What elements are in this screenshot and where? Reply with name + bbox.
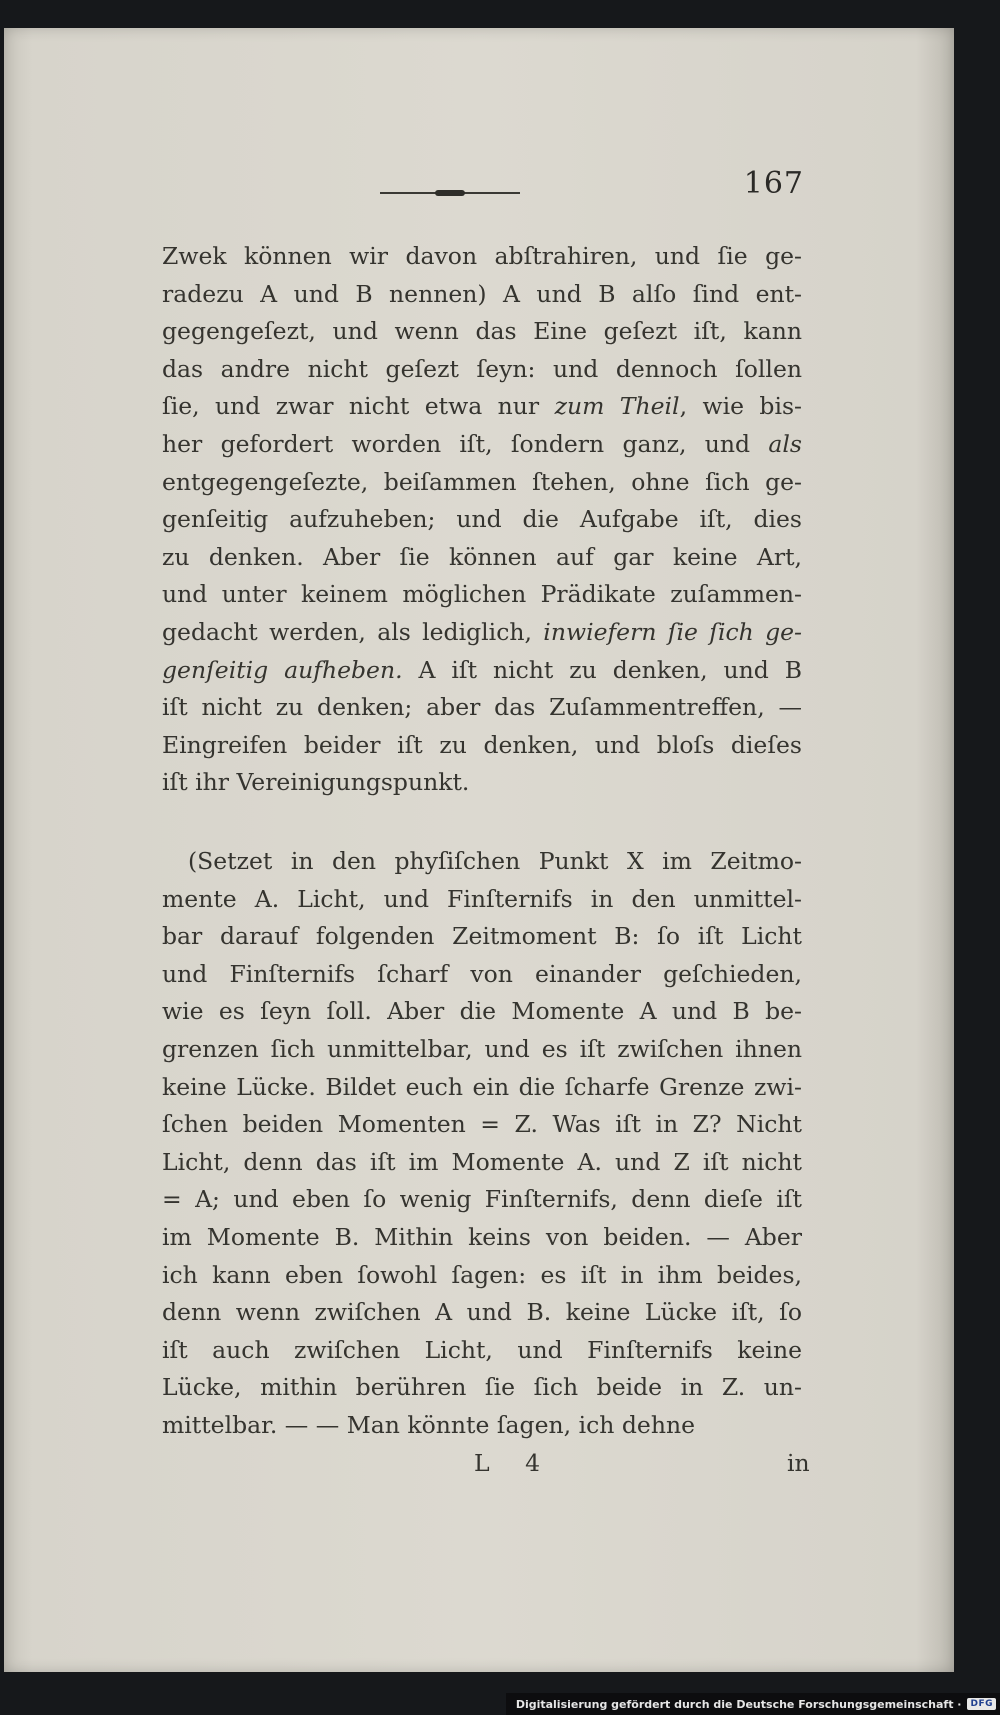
text-line: iſt ihr Vereinigungspunkt. xyxy=(162,768,470,797)
text-line: entgegengeſezte, beiſammen ſtehen, ohne ſich ge- xyxy=(162,467,802,496)
book-page xyxy=(4,28,954,1672)
page-number: 167 xyxy=(743,166,804,201)
ornament-knot xyxy=(435,190,465,196)
italic-text: inwiefern ſie ſich ge- xyxy=(543,617,802,646)
text-line: grenzen ſich unmittelbar, und es iſt zwiſchen ihnen xyxy=(162,1034,802,1063)
text-line: ſchen beiden Momenten = Z. Was iſt in Z? Nicht xyxy=(162,1110,802,1139)
text-segment: , wie bis- xyxy=(679,392,802,421)
text-line: iſt nicht zu denken; aber das Zuſammentreffen, — xyxy=(162,693,802,722)
text-segment: gedacht werden, als lediglich, xyxy=(162,617,544,646)
text-segment: her gefordert worden iſt, ſondern ganz, und xyxy=(162,429,769,458)
text-line: keine Lücke. Bildet euch ein die ſcharfe Grenze zwi- xyxy=(162,1072,802,1101)
text-line xyxy=(162,426,802,464)
text-line xyxy=(162,614,802,652)
text-line: das andre nicht geſezt ſeyn: und dennoch ſollen xyxy=(162,354,802,383)
text-line: im Momente B. Mithin keins von beiden. — Aber xyxy=(162,1222,802,1251)
digitization-footer xyxy=(506,1693,1000,1715)
text-line: Eingreifen beider iſt zu denken, und bloſs dieſes xyxy=(162,730,802,759)
dfg-logo-icon: DFG xyxy=(967,1698,996,1710)
text-line: Licht, denn das iſt im Momente A. und Z iſt nicht xyxy=(162,1147,802,1176)
italic-text: genſeitig aufheben. xyxy=(162,655,403,684)
text-line xyxy=(162,652,802,690)
signature-mark: L 4 xyxy=(474,1449,555,1477)
text-line: genſeitig aufzuheben; und die Aufgabe iſt, dies xyxy=(162,505,802,534)
paragraph-1 xyxy=(162,238,802,802)
text-line: iſt auch zwiſchen Licht, und Finſternifs keine xyxy=(162,1335,802,1364)
text-line: mittelbar. — — Man könnte ſagen, ich dehne xyxy=(162,1410,695,1439)
header-ornament xyxy=(380,190,520,195)
text-line: ich kann eben ſowohl ſagen: es iſt in ihm beides, xyxy=(162,1260,802,1289)
text-line: (Setzet in den phyſiſchen Punkt X im Zeitmo- xyxy=(188,847,802,875)
italic-text: als xyxy=(768,429,802,458)
footer-text: Digitalisierung gefördert durch die Deutsche Forschungsgemeinschaft · xyxy=(515,1697,962,1711)
text-line xyxy=(162,388,802,426)
text-segment: A iſt nicht zu denken, und B xyxy=(402,655,802,684)
text-line: = A; und eben ſo wenig Finſternifs, denn dieſe iſt xyxy=(162,1185,802,1214)
text-line: radezu A und B nennen) A und B alſo ſind ent- xyxy=(162,279,802,308)
text-line: bar darauf folgenden Zeitmoment B: ſo iſt Licht xyxy=(162,922,802,951)
text-segment: ſie, und zwar nicht etwa nur xyxy=(162,392,555,421)
text-line: mente A. Licht, und Finſternifs in den unmittel- xyxy=(162,884,802,913)
text-line: wie es ſeyn ſoll. Aber die Momente A und B be- xyxy=(162,997,802,1026)
text-line: und unter keinem möglichen Prädikate zuſammen- xyxy=(162,580,802,609)
text-line: Zwek können wir davon abſtrahiren, und ſie ge- xyxy=(162,242,802,270)
text-line: Lücke, mithin berühren ſie ſich beide in Z. un- xyxy=(162,1373,802,1402)
paragraph-2 xyxy=(162,843,802,1445)
text-line: gegengeſezt, und wenn das Eine geſezt iſt, kann xyxy=(162,317,802,346)
text-line: zu denken. Aber ſie können auf gar keine Art, xyxy=(162,542,802,571)
italic-text: zum Theil xyxy=(554,392,680,421)
catchword: in xyxy=(787,1449,810,1477)
text-line: und Finſternifs ſcharf von einander geſchieden, xyxy=(162,959,802,988)
text-line: denn wenn zwiſchen A und B. keine Lücke iſt, ſo xyxy=(162,1298,802,1327)
